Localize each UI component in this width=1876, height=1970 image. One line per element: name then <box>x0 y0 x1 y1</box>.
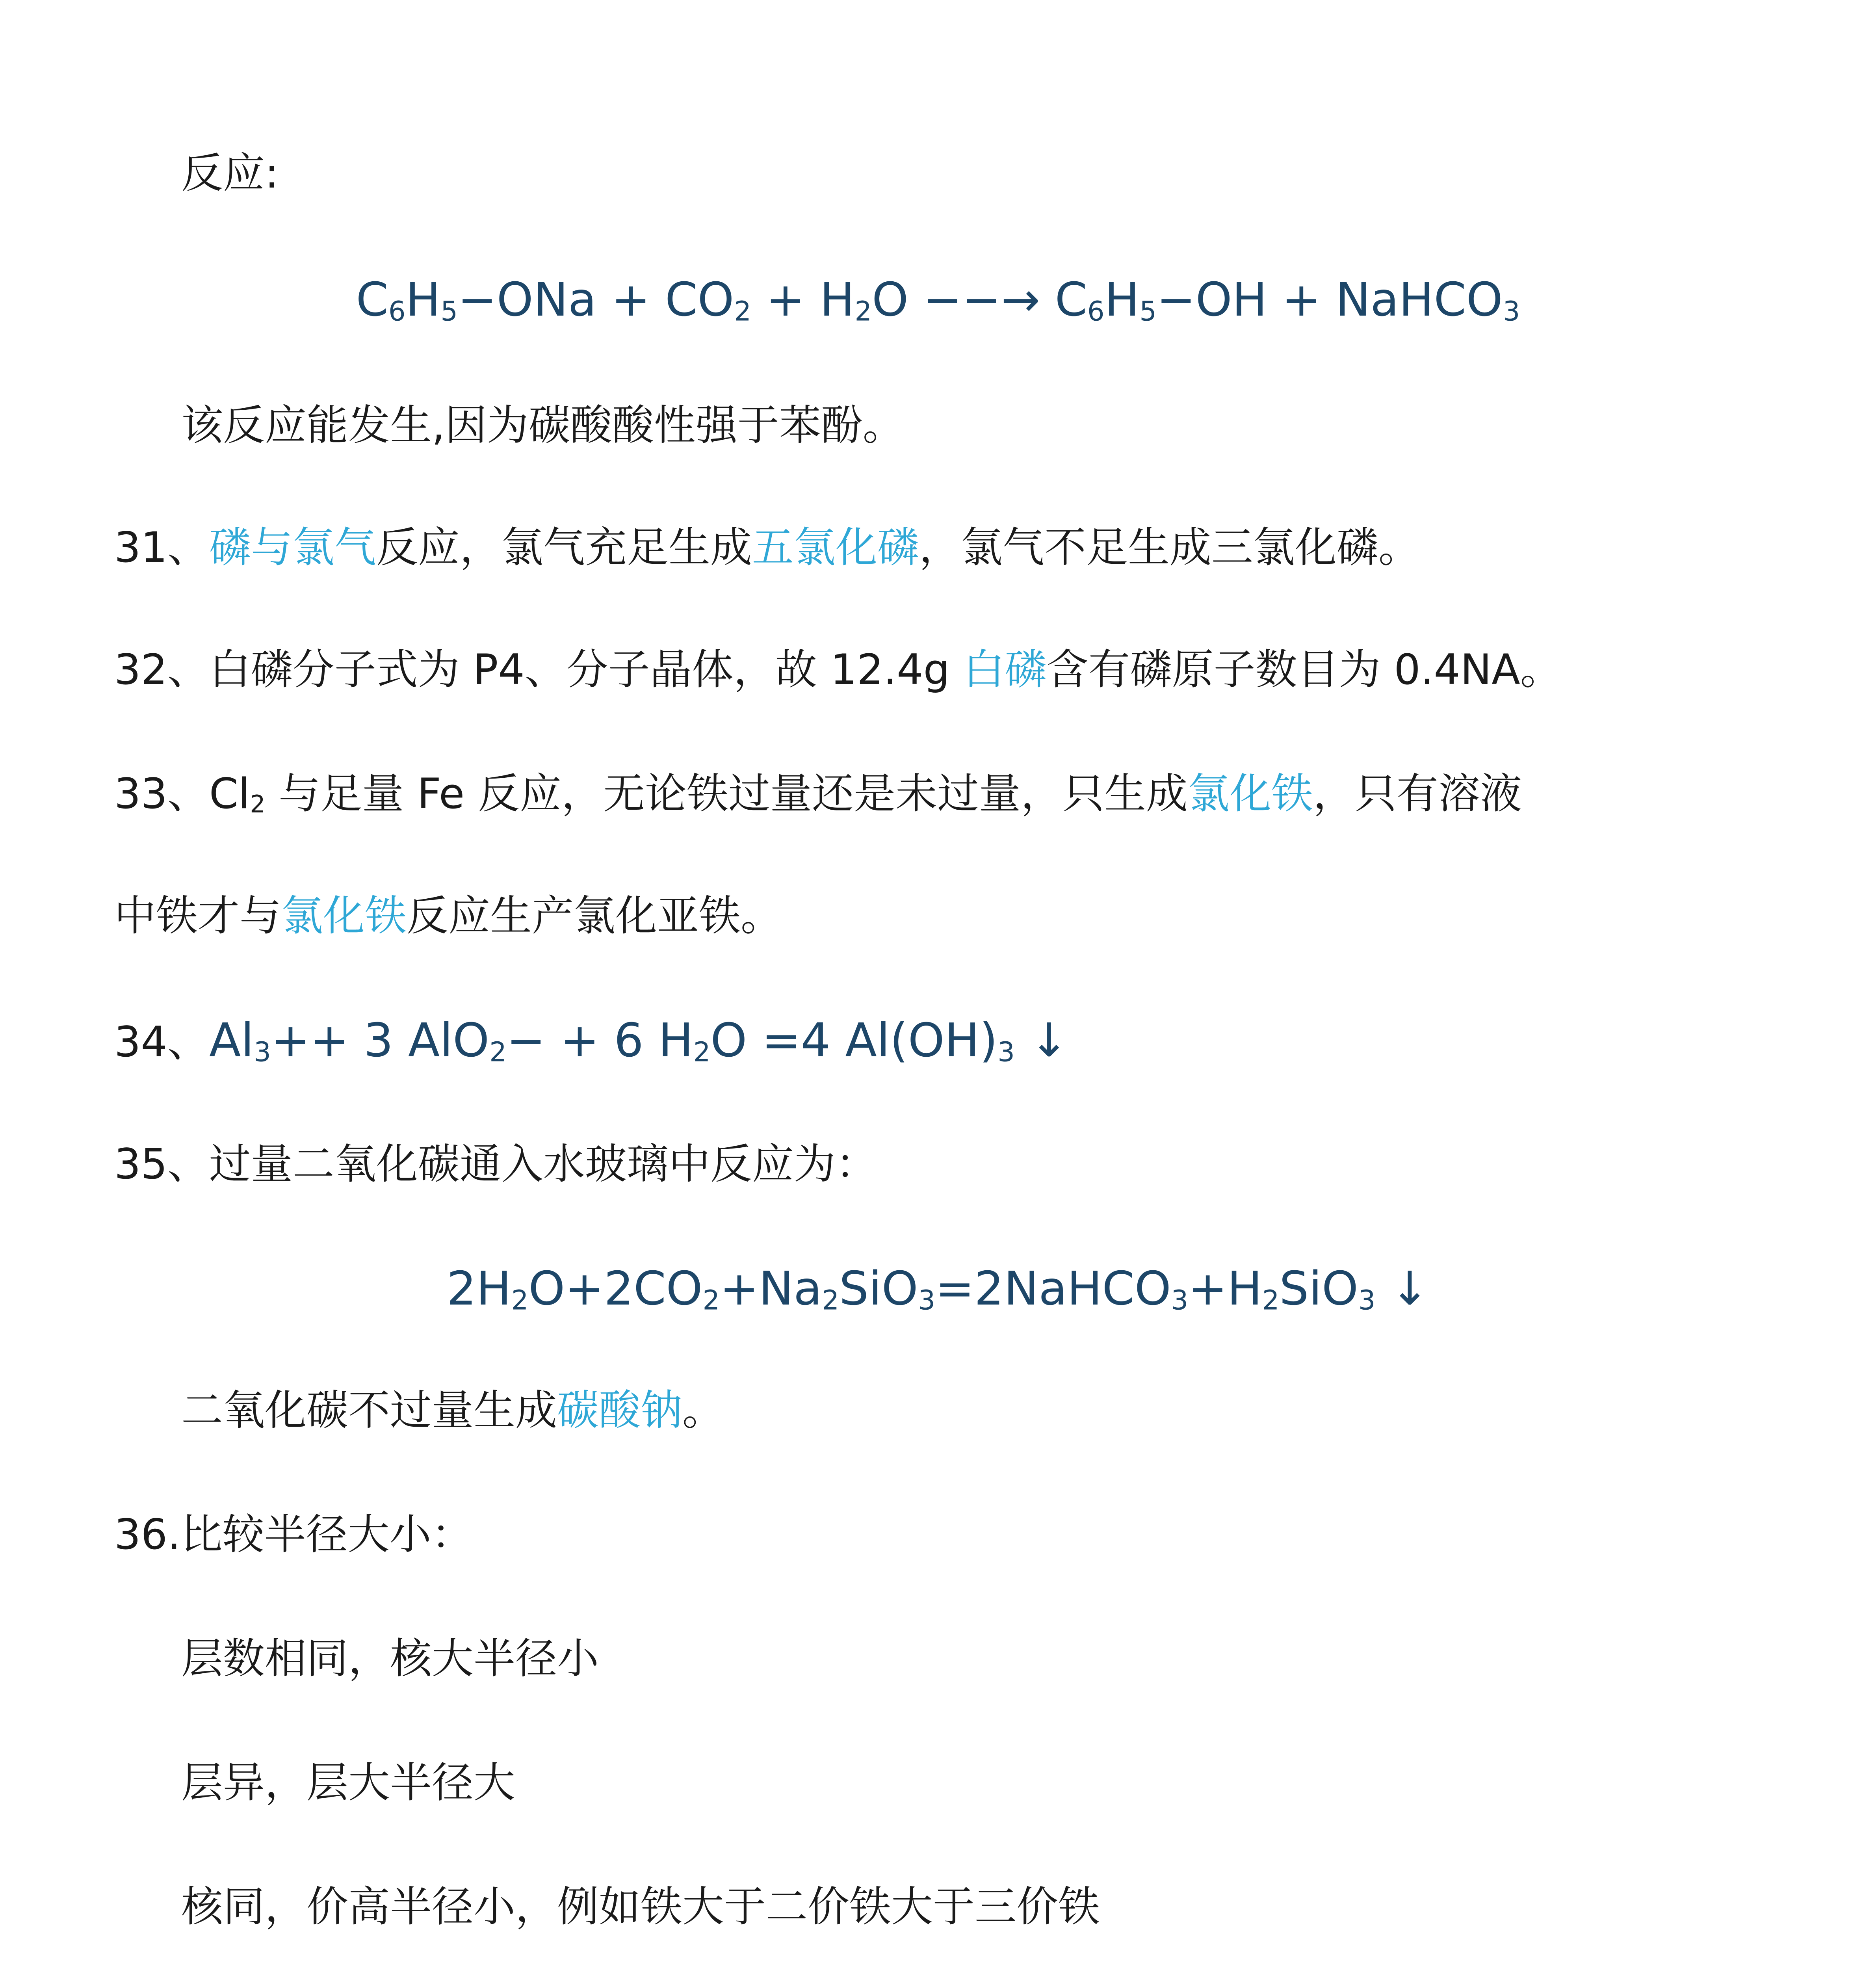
text-line-rule-3: 核同，价高半径小，例如铁大于二价铁大于三价铁 <box>181 1883 1100 1931</box>
item-31: 31、磷与氯气反应，氯气充足生成五氯化磷，氯气不足生成三氯化磷。 <box>114 523 1420 572</box>
item-35: 35、过量二氧化碳通入水玻璃中反应为： <box>114 1140 877 1188</box>
text-line-rule-2: 层异，层大半径大 <box>181 1758 515 1807</box>
text-line-co2-not-excess: 二氧化碳不过量生成碳酸钠。 <box>181 1386 724 1435</box>
item-33-continued: 中铁才与氯化铁反应生产氯化亚铁。 <box>114 892 782 940</box>
text-line-rule-1: 层数相同，核大半径小 <box>181 1634 599 1683</box>
text-line-reaction-label: 反应: <box>181 149 279 197</box>
formula-water-glass: $2H_2O+2CO_2+Na_2SiO_3=2NaHCO_3+H_2SiO_3$ ↓ <box>447 1261 1429 1316</box>
text-line-carbonic-stronger: 该反应能发生,因为碳酸酸性强于苯酚。 <box>181 401 905 450</box>
item-32: 32、白磷分子式为 P4、分子晶体，故 12.4g 白磷含有磷原子数目为 0.4NA。 <box>114 645 1562 694</box>
item-33: 33、$Cl_2$ 与足量 Fe 反应，无论铁过量还是未过量，只生成氯化铁，只有溶液 <box>114 769 1522 819</box>
item-36: 36.比较半径大小： <box>114 1510 473 1559</box>
formula-phenoxide-co2: $C_6H_5-ONa + CO_2 + H_2O$ −−→ $C_6H_5-OH$ + NaHCO$_3$ <box>356 272 1520 327</box>
item-34: 34、$Al_3++ 3$ AlO$_2$− + 6 $H_2O =4$ $Al(OH)_3$ ↓ <box>114 1013 1069 1068</box>
